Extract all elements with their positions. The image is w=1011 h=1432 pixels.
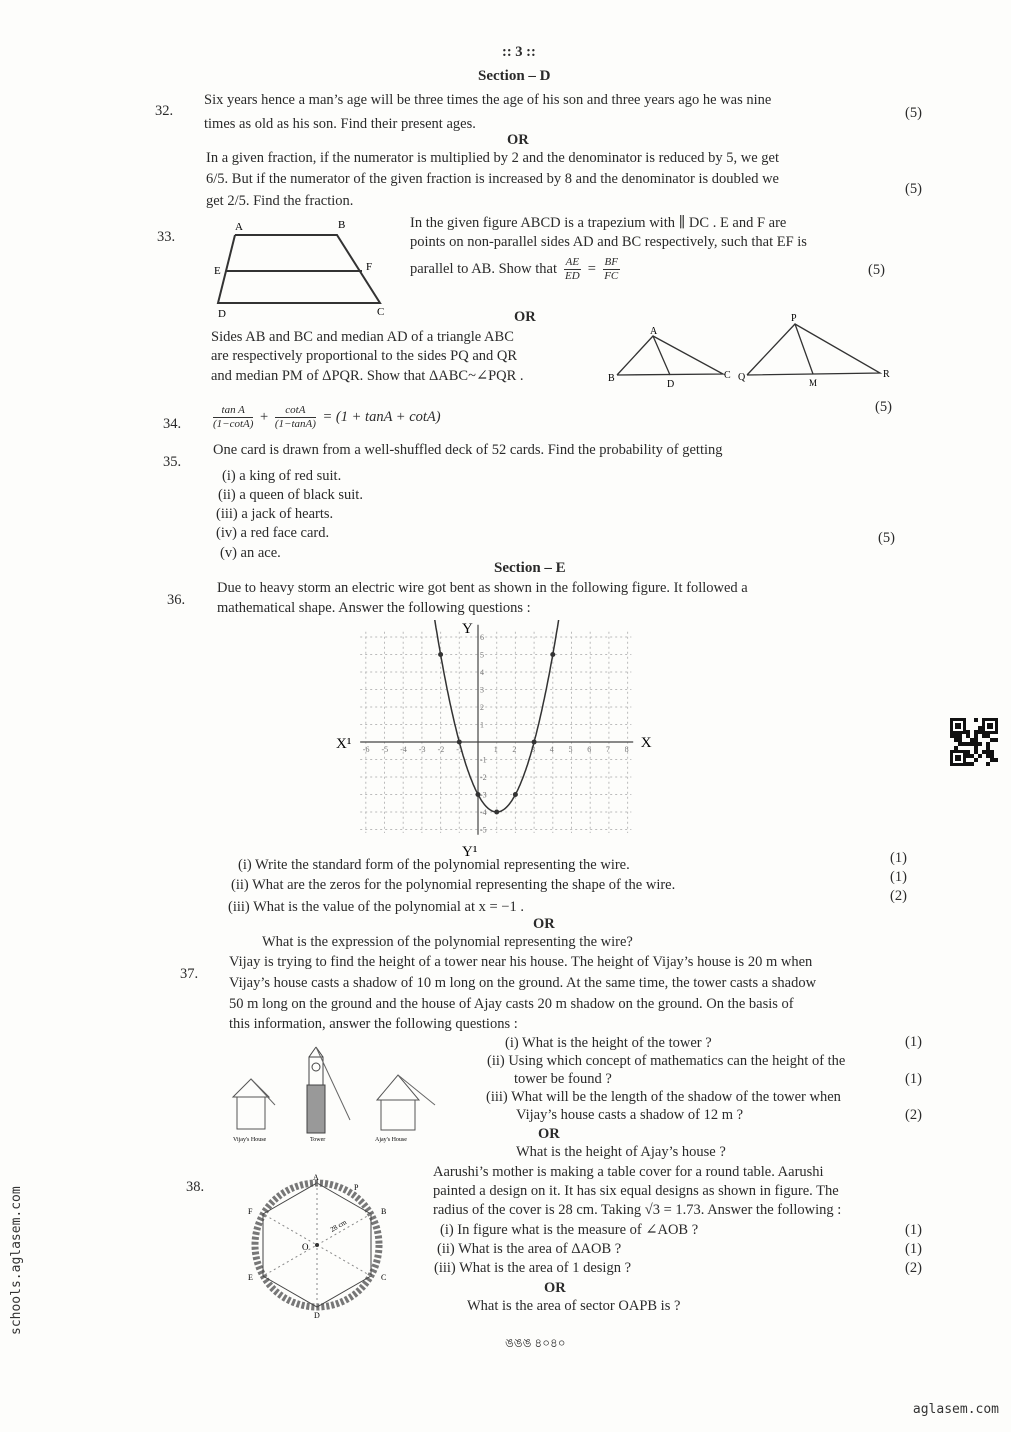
curve-point (476, 792, 481, 797)
qr-module (970, 762, 974, 766)
q36-item-marks: (1) (890, 850, 907, 866)
q36-number: 36. (167, 592, 186, 608)
qr-code (950, 718, 998, 766)
denominator: FC (604, 270, 619, 282)
q36-line1: Due to heavy storm an electric wire got bent as shown in the following figure. It followed a (217, 580, 748, 596)
qr-module (978, 742, 982, 746)
q32-line2: times as old as his son. Find their present ages. (204, 116, 476, 132)
curve-point (532, 740, 537, 745)
q36-line2: mathematical shape. Answer the following questions : (217, 600, 531, 616)
qr-module (974, 718, 978, 722)
qr-module (970, 742, 974, 746)
y-tick-label: -1 (480, 755, 487, 765)
label-b: B (338, 219, 346, 231)
trapezium-figure (205, 215, 395, 320)
label-f: F (366, 261, 373, 273)
label-a: A (313, 1173, 319, 1182)
q37-line1: Vijay is trying to find the height of a tower near his house. The height of Vijay’s house is 20 m when (229, 954, 813, 970)
y-tick-label: 1 (480, 720, 484, 730)
q38-item: (ii) What is the area of ΔAOB ? (437, 1241, 622, 1257)
qr-finder-core (955, 755, 961, 761)
qr-module (986, 734, 990, 738)
qr-module (974, 746, 978, 750)
qr-module (970, 754, 974, 758)
q37-item-marks: (1) (905, 1071, 922, 1087)
qr-module (974, 758, 978, 762)
qr-module (974, 750, 978, 754)
x-tick-label: -1 (456, 745, 463, 754)
qr-module (990, 738, 994, 742)
qr-module (950, 734, 954, 738)
q38-item-marks: (2) (905, 1260, 922, 1276)
x-axis-label: X (640, 735, 652, 751)
qr-finder-core (955, 723, 961, 729)
x-tick-label: 4 (549, 745, 554, 754)
y-tick-label: 2 (480, 703, 484, 712)
q37-or: OR (538, 1126, 560, 1142)
q32-number: 32. (155, 103, 174, 119)
radius-label: 28 cm (329, 1218, 348, 1234)
q37-item: (ii) Using which concept of mathematics can the height of the (487, 1053, 846, 1069)
q38-line2: painted a design on it. It has six equal designs as shown in figure. The (433, 1183, 839, 1199)
fraction-bf-fc (603, 256, 620, 283)
qr-module (994, 738, 998, 742)
q33-line1: In the given figure ABCD is a trapezium with ∥ DC . E and F are (410, 215, 787, 231)
label-c: C (377, 306, 385, 318)
label-r: R (883, 369, 890, 380)
curve-point (494, 810, 499, 815)
q37-alt: What is the height of Ajay’s house ? (516, 1144, 726, 1160)
x-tick-label: -4 (400, 745, 407, 754)
x-tick-label: 5 (568, 745, 573, 754)
qr-module (990, 758, 994, 762)
qr-module (974, 734, 978, 738)
q36-alt: What is the expression of the polynomial representing the wire? (262, 934, 633, 950)
numerator: AE (565, 256, 580, 268)
denominator: (1−cotA) (213, 418, 254, 430)
q33-or: OR (514, 309, 536, 325)
qr-module (962, 742, 966, 746)
label-a: A (235, 221, 243, 233)
numerator: BF (604, 256, 618, 268)
q32-line1: Six years hence a man’s age will be three times the age of his son and three years ago he was nine (204, 92, 772, 108)
x-tick-label: 3 (531, 745, 536, 754)
rhs: = (1 + tanA + cotA) (322, 408, 441, 425)
qr-module (954, 746, 958, 750)
qr-module (982, 750, 986, 754)
curve-point (438, 652, 443, 657)
q32-or: OR (507, 132, 529, 148)
houses-tower-figure (225, 1045, 440, 1145)
q37-item-cont: Vijay’s house casts a shadow of 12 m ? (516, 1107, 744, 1123)
qr-module (978, 726, 982, 730)
q38-or: OR (544, 1280, 566, 1296)
qr-module (958, 734, 962, 738)
q33-line3 (410, 256, 623, 283)
section-d-heading: Section – D (478, 68, 551, 84)
q36-item-marks: (1) (890, 869, 907, 885)
qr-module (966, 762, 970, 766)
denominator: ED (565, 270, 580, 282)
qr-module (994, 758, 998, 762)
fraction-ae-ed (564, 256, 581, 283)
label-b: B (381, 1207, 387, 1216)
qr-module (986, 742, 990, 746)
y-tick-label: 6 (480, 633, 484, 642)
x-tick-label: 8 (624, 745, 629, 754)
x-tick-label: 2 (512, 745, 517, 754)
q35-marks: (5) (878, 530, 895, 546)
q32-marks: (5) (905, 105, 922, 121)
curve-point (513, 792, 518, 797)
qr-module (974, 742, 978, 746)
q38-line3: radius of the cover is 28 cm. Taking √3 = 1.73. Answer the following : (433, 1202, 842, 1218)
qr-module (990, 754, 994, 758)
q36-or: OR (533, 916, 555, 932)
q33-alt-line2: are respectively proportional to the sides PQ and QR (211, 348, 518, 364)
x-tick-label: 7 (605, 745, 610, 754)
qr-module (966, 730, 970, 734)
y-neg-axis-label: Y¹ (462, 844, 478, 860)
q37-line3: 50 m long on the ground and the house of Ajay casts 20 m shadow on the ground. On the basis of (229, 996, 794, 1012)
y-tick-label: 3 (480, 685, 484, 695)
qr-module (986, 746, 990, 750)
q35-item: (ii) a queen of black suit. (218, 487, 363, 503)
q38-item-marks: (1) (905, 1241, 922, 1257)
fraction-tan-over-1-minus-cot (213, 404, 253, 431)
side-watermark: schools.aglasem.com (9, 1186, 24, 1335)
q37-item-marks: (1) (905, 1034, 922, 1050)
q33-marks: (5) (868, 262, 885, 278)
q38-item: (i) In figure what is the measure of ∠AOB ? (440, 1222, 699, 1238)
y-tick-label: -3 (480, 790, 487, 800)
label-p: P (791, 313, 797, 324)
numerator: tan A (213, 404, 253, 418)
y-tick-label: 5 (480, 650, 484, 660)
q33-number: 33. (157, 229, 176, 245)
plus: + (260, 408, 269, 425)
q36-item: (ii) What are the zeros for the polynomial representing the shape of the wire. (231, 877, 676, 893)
q33-line3-text: parallel to AB. Show that (410, 260, 557, 277)
qr-module (986, 754, 990, 758)
label-c: C (381, 1273, 387, 1282)
q35-line1: One card is drawn from a well-shuffled deck of 52 cards. Find the probability of getting (213, 442, 723, 458)
label-b: B (608, 373, 615, 384)
paper-code: ঙঙঙ ৪০৪০ (505, 1336, 566, 1350)
qr-finder-core (987, 723, 993, 729)
q35-item: (iii) a jack of hearts. (216, 506, 334, 522)
vijay-house-label: Vijay's House (233, 1137, 267, 1143)
footer-watermark: aglasem.com (912, 1402, 999, 1417)
q32-alt-line3: get 2/5. Find the fraction. (206, 193, 354, 209)
q35-item: (i) a king of red suit. (222, 468, 342, 484)
qr-module (958, 738, 962, 742)
label-o: O (302, 1242, 309, 1252)
y-tick-label: 4 (480, 668, 484, 677)
y-axis-label: Y (462, 621, 473, 637)
curve-point (457, 740, 462, 745)
table-cover-figure (240, 1170, 400, 1320)
ajay-house-label: Ajay's House (375, 1137, 407, 1143)
equals: = (587, 260, 596, 277)
q34-equation (210, 404, 441, 431)
qr-module (986, 762, 990, 766)
q37-item-cont: tower be found ? (514, 1071, 612, 1087)
curve-point (550, 652, 555, 657)
page-number: :: 3 :: (502, 44, 536, 60)
q34-marks: (5) (875, 399, 892, 415)
label-e: E (248, 1273, 253, 1282)
x-tick-label: -6 (362, 745, 370, 754)
q34-number: 34. (163, 416, 182, 432)
y-tick-label: -2 (480, 773, 487, 782)
q38-number: 38. (186, 1179, 205, 1195)
label-q: Q (738, 372, 746, 383)
qr-module (954, 734, 958, 738)
q35-item: (v) an ace. (220, 545, 281, 561)
q38-alt: What is the area of sector OAPB is ? (467, 1298, 681, 1314)
x-tick-label: -5 (381, 745, 389, 754)
q37-item: (i) What is the height of the tower ? (505, 1035, 712, 1051)
y-tick-label: -4 (480, 808, 487, 817)
qr-module (990, 750, 994, 754)
q37-item-marks: (2) (905, 1107, 922, 1123)
q37-item: (iii) What will be the length of the shadow of the tower when (486, 1089, 841, 1105)
label-a: A (650, 326, 658, 337)
label-f: F (248, 1207, 253, 1216)
q35-item: (iv) a red face card. (216, 525, 330, 541)
qr-module (974, 738, 978, 742)
qr-module (958, 742, 962, 746)
numerator: cotA (275, 404, 316, 418)
label-m: M (809, 378, 818, 388)
qr-module (978, 754, 982, 758)
q32-alt-marks: (5) (905, 181, 922, 197)
x-tick-label: -2 (437, 745, 445, 754)
q32-alt-line1: In a given fraction, if the numerator is multiplied by 2 and the denominator is reduced by 5, we get (206, 150, 779, 166)
qr-module (966, 750, 970, 754)
x-tick-label: 6 (587, 745, 592, 754)
qr-module (966, 742, 970, 746)
qr-module (966, 754, 970, 758)
q35-number: 35. (163, 454, 182, 470)
x-tick-label: 1 (493, 745, 498, 754)
tower-label: Tower (310, 1137, 326, 1143)
denominator: (1−tanA) (274, 418, 316, 430)
q33-alt-line1: Sides AB and BC and median AD of a triangle ABC (211, 329, 514, 345)
label-d: D (314, 1311, 320, 1320)
label-d: D (218, 308, 226, 320)
y-tick-label: -5 (480, 825, 487, 835)
section-e-heading: Section – E (494, 560, 566, 576)
q33-line2: points on non-parallel sides AD and BC respectively, such that EF is (410, 234, 807, 250)
q38-line1: Aarushi’s mother is making a table cover for a round table. Aarushi (433, 1164, 824, 1180)
label-d: D (667, 379, 675, 390)
q33-alt-line3: and median PM of ΔPQR. Show that ΔABC~∠PQR . (211, 368, 524, 384)
qr-module (986, 750, 990, 754)
qr-module (954, 738, 958, 742)
label-p: P (354, 1183, 359, 1192)
label-e: E (214, 265, 221, 277)
similar-triangles-figure (605, 310, 900, 390)
parabola-graph (330, 620, 660, 860)
qr-module (970, 738, 974, 742)
q38-item: (iii) What is the area of 1 design ? (434, 1260, 632, 1276)
q36-item-marks: (2) (890, 888, 907, 904)
q32-alt-line2: 6/5. But if the numerator of the given fraction is increased by 8 and the denominator is doubled we (206, 171, 779, 187)
q36-item: (i) Write the standard form of the polynomial representing the wire. (238, 857, 630, 873)
q38-item-marks: (1) (905, 1222, 922, 1238)
label-c: C (724, 370, 731, 381)
q37-line2: Vijay’s house casts a shadow of 10 m long on the ground. At the same time, the tower casts a shadow (229, 975, 817, 991)
qr-module (966, 734, 970, 738)
q37-number: 37. (180, 966, 199, 982)
x-neg-axis-label: X¹ (336, 736, 352, 752)
fraction-cot-over-1-minus-tan (275, 404, 316, 431)
x-tick-label: -3 (418, 745, 426, 754)
qr-module (978, 730, 982, 734)
qr-module (982, 734, 986, 738)
qr-module (974, 730, 978, 734)
q37-line4: this information, answer the following questions : (229, 1016, 518, 1032)
q36-item: (iii) What is the value of the polynomial at x = −1 . (228, 899, 524, 915)
